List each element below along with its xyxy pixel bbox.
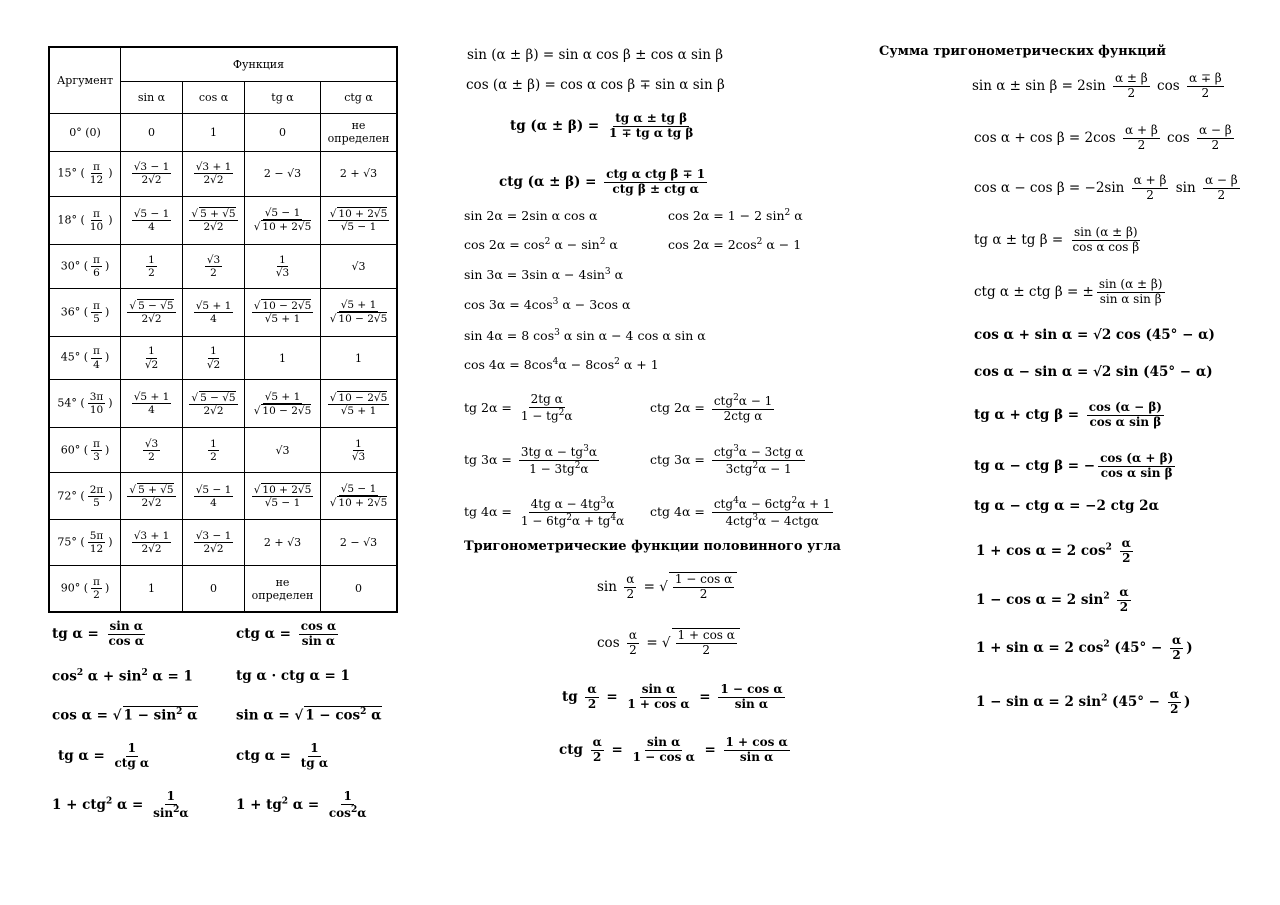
cell-tg: 2 − √3	[245, 151, 321, 196]
cell-cos: $\frac{1}{√2}$	[183, 336, 245, 379]
sum-cos-minus: cos α − cos β = −2sin $\frac{\alpha + \beta}{2}$ sin $\frac{\alpha - \beta}{2}$	[974, 173, 1238, 202]
table-row	[49, 336, 397, 379]
cell-tg: √3	[245, 428, 321, 473]
cell-sin: $\frac{1}{2}$	[121, 244, 183, 288]
sum-tg: tg α ± tg β = $\frac{\sin (\alpha \pm \beta)}{\text{cos α cos β}}$	[974, 225, 1140, 254]
formula-tg-half: tg $\frac{\alpha}{2}$ = $\frac{\text{sin α}}{\text{1 + cos α}}$ = $\frac{\text{1 − cos α}}{\text{sin α}}$	[562, 682, 783, 711]
formula-cos2a-2: $\cos 2\alpha = \cos^2 \alpha - \sin^2 \alpha$	[464, 237, 618, 253]
identity-tg-sq: $1 + tg^2$ α = $\frac{1}{\cos^2\alpha}$	[236, 789, 367, 820]
formula-cos2a-1: cos 2α = 1 − 2 $\sin^2 \alpha$	[668, 208, 803, 224]
sum-cos-minus-sin: cos α − sin α = √2 sin (45° − α)	[974, 364, 1213, 380]
identity-sin-root: sin α = √ $1 - \cos^2 \alpha$	[236, 707, 382, 724]
formula-ctg3a: ctg 3α = $\frac{ctg^3\alpha - 3ctg \alpha}{3ctg^2\alpha - 1}$	[650, 444, 804, 476]
cell-ctg: 2 + √3	[320, 151, 397, 196]
cell-sin: $\frac{√5 + 1}{4}$	[121, 380, 183, 428]
cell-tg: $\frac{√ 10 - 2√5}{√5 + 1}$	[245, 288, 321, 336]
table-row	[49, 566, 397, 612]
cell-ctg: $\frac{√ 10 + 2√5}{√5 - 1}$	[320, 196, 397, 244]
cell-sin: $\frac{1}{√2}$	[121, 336, 183, 379]
sum-1-minus-cos: 1 − cos α = 2 $\sin^2$ $\frac{\alpha}{2}$	[976, 585, 1129, 614]
cell-cos: 0	[183, 566, 245, 612]
cell-cos: $\frac{√3}{2}$	[183, 244, 245, 288]
sum-cos-plus: cos α + cos β = 2cos $\frac{\alpha + \beta}{2}$ cos $\frac{\alpha - \beta}{2}$	[974, 123, 1232, 152]
cell-tg: $\frac{√ 10 + 2√5}{√5 - 1}$	[245, 473, 321, 520]
formula-sin4a: sin 4α = 8 $\cos^3 \alpha$ sin α − 4 cos α sin α	[464, 328, 706, 344]
formula-ctg4a: ctg 4α = $\frac{ctg^4\alpha - 6ctg^2\alpha + 1}{4ctg^3\alpha - 4ctg\alpha}$	[650, 496, 831, 528]
cell-sin: $\frac{√ 5 + √5}{2√2}$	[121, 473, 183, 520]
formula-tg3a: tg 3α = $\frac{3tg \alpha - tg^3\alpha}{1 - 3tg^2\alpha}$	[464, 444, 597, 476]
cell-arg: 90° ( $\frac{\pi}{2}$ )	[49, 566, 121, 612]
cell-tg: $\frac{√5 - 1}{√ 10 + 2√5}$	[245, 196, 321, 244]
table-row	[49, 428, 397, 473]
identity-ctg: ctg α = $\frac{\text{cos α}}{\text{sin α}}$	[236, 619, 337, 648]
cell-cos: $\frac{√ 5 - √5}{2√2}$	[183, 380, 245, 428]
cell-sin: 0	[121, 113, 183, 151]
formula-tg-sum: tg (α ± β) = $\frac{\text{tg α ± tg β}}{\text{1 ∓ tg α tg β}}$	[510, 111, 694, 140]
formula-ctg-sum: ctg (α ± β) = $\frac{\text{ctg α ctg β ∓ 1}}{\text{ctg β ± ctg α}}$	[499, 167, 706, 196]
cell-tg: 0	[245, 113, 321, 151]
cell-ctg: 2 − √3	[320, 520, 397, 566]
cell-arg: 72° ( $\frac{2\pi}{5}$ )	[49, 473, 121, 520]
sum-ctg: ctg α ± ctg β = ± $\frac{\sin (\alpha \pm \beta)}{\text{sin α sin β}}$	[974, 277, 1163, 306]
cell-tg: 1	[245, 336, 321, 379]
cell-tg: 2 + √3	[245, 520, 321, 566]
sum-tg-minus-ctg-same: tg α − ctg α = −2 ctg 2α	[974, 498, 1159, 514]
cell-arg: 45° ( $\frac{\pi}{4}$ )	[49, 336, 121, 379]
cell-arg: 0° (0)	[49, 113, 121, 151]
cell-arg: 75° ( $\frac{5\pi}{12}$ )	[49, 520, 121, 566]
identity-pythagorean: $\cos^2 \alpha + \sin^2 \alpha = 1$	[52, 668, 193, 685]
cell-tg: не определен	[245, 566, 321, 612]
cell-ctg: $\frac{1}{√3}$	[320, 428, 397, 473]
cell-sin: $\frac{√ 5 - √5}{2√2}$	[121, 288, 183, 336]
identity-tg-recip: tg α = $\frac{1}{\text{ctg α}}$	[58, 741, 150, 770]
table-row	[49, 244, 397, 288]
formula-sin-sum: sin (α ± β) = sin α cos β ± cos α sin β	[467, 47, 724, 63]
cell-ctg: 0	[320, 566, 397, 612]
table-row	[49, 288, 397, 336]
cell-sin: $\frac{√3 + 1}{2√2}$	[121, 520, 183, 566]
col-ctg: ctg α	[320, 81, 397, 113]
cell-cos: 1	[183, 113, 245, 151]
formula-sin-half: sin $\frac{\alpha}{2}$ = √ $\frac{\text{1 − cos α}}{2}$	[597, 572, 737, 602]
formula-tg4a: tg 4α = $\frac{4tg \alpha - 4tg^3\alpha}{1 - 6tg^2\alpha + tg^4\alpha}$	[464, 496, 625, 528]
cell-sin: $\frac{√5 - 1}{4}$	[121, 196, 183, 244]
cell-arg: 60° ( $\frac{\pi}{3}$ )	[49, 428, 121, 473]
formula-sin3a: sin 3α = 3sin $\alpha - 4\sin^3$ α	[464, 267, 624, 283]
cell-tg: $\frac{1}{√3}$	[245, 244, 321, 288]
half-angle-title: Тригонометрические функции половинного угла	[464, 539, 841, 554]
cell-arg: 18° ( $\frac{\pi}{10}$ )	[49, 196, 121, 244]
cell-ctg: √3	[320, 244, 397, 288]
formula-sin2a: sin 2α = 2sin α cos α	[464, 208, 598, 223]
cell-sin: $\frac{√3}{2}$	[121, 428, 183, 473]
sum-1-plus-cos: 1 + cos α = 2 $\cos^2$ $\frac{\alpha}{2}$	[976, 536, 1131, 565]
cell-cos: $\frac{√ 5 + √5}{2√2}$	[183, 196, 245, 244]
cell-ctg: не определен	[320, 113, 397, 151]
table-row	[49, 196, 397, 244]
function-header: Функция	[121, 47, 398, 81]
formula-ctg-half: ctg $\frac{\alpha}{2}$ = $\frac{\text{sin α}}{\text{1 − cos α}}$ = $\frac{\text{1 + cos α}}{\text{sin α}}$	[559, 735, 788, 764]
col-sin: sin α	[121, 81, 183, 113]
cell-cos: $\frac{√5 - 1}{4}$	[183, 473, 245, 520]
formula-cos4a: $\cos 4\alpha = 8\cos^4\alpha - 8\cos^2$ α + 1	[464, 357, 659, 373]
cell-tg: $\frac{√5 + 1}{√ 10 - 2√5}$	[245, 380, 321, 428]
sum-tg-plus-ctg: tg α + ctg β = $\frac{\cos (\alpha - \beta)}{\text{cos α sin β}}$	[974, 400, 1162, 429]
cell-arg: 36° ( $\frac{\pi}{5}$ )	[49, 288, 121, 336]
identity-tg-ctg: tg α · ctg α = 1	[236, 668, 350, 684]
cell-ctg: $\frac{√5 - 1}{√ 10 + 2√5}$	[320, 473, 397, 520]
formula-tg2a: tg 2α = $\frac{\text{2tg α}}{1 - tg^2\alpha}$	[464, 392, 573, 423]
cell-cos: $\frac{√5 + 1}{4}$	[183, 288, 245, 336]
argument-header: Аргумент	[49, 47, 121, 113]
sum-title: Сумма тригонометрических функций	[879, 44, 1167, 59]
identity-tg: tg α = $\frac{\text{sin α}}{\text{cos α}}$	[52, 619, 144, 648]
table-row	[49, 380, 397, 428]
table-row	[49, 520, 397, 566]
cell-arg: 30° ( $\frac{\pi}{6}$ )	[49, 244, 121, 288]
table-row	[49, 473, 397, 520]
cell-ctg: $\frac{√5 + 1}{√ 10 - 2√5}$	[320, 288, 397, 336]
identity-ctg-recip: ctg α = $\frac{1}{\text{tg α}}$	[236, 741, 329, 770]
sum-sin: sin α ± sin β = 2sin $\frac{\alpha \pm \beta}{2}$ cos $\frac{\alpha \mp \beta}{2}$	[972, 71, 1222, 100]
cell-arg: 54° ( $\frac{3\pi}{10}$ )	[49, 380, 121, 428]
formula-cos3a: $\cos 3\alpha = 4\cos^3$ α − 3cos α	[464, 297, 631, 313]
sum-1-minus-sin: 1 − sin α = 2 $\sin^2 (45^\circ$ − $\frac{\alpha}{2}$ )	[976, 687, 1191, 716]
table-body	[49, 113, 397, 612]
sum-tg-minus-ctg: tg α − ctg β = − $\frac{\cos (\alpha + \beta)}{\text{cos α sin β}}$	[974, 451, 1174, 480]
identity-cos-root: cos α = √ $1 - \sin^2 \alpha$	[52, 707, 198, 724]
cell-sin: $\frac{√3 - 1}{2√2}$	[121, 151, 183, 196]
col-cos: cos α	[183, 81, 245, 113]
cell-sin: 1	[121, 566, 183, 612]
cell-cos: $\frac{√3 - 1}{2√2}$	[183, 520, 245, 566]
table-row	[49, 113, 397, 151]
cell-cos: $\frac{√3 + 1}{2√2}$	[183, 151, 245, 196]
sum-cos-plus-sin: cos α + sin α = √2 cos (45° − α)	[974, 327, 1215, 343]
identity-ctg-sq: 1 + ctg$^2$ α = $\frac{1}{\sin^2\alpha}$	[52, 789, 189, 820]
cell-ctg: $\frac{√ 10 - 2√5}{√5 + 1}$	[320, 380, 397, 428]
table-row	[49, 151, 397, 196]
trig-values-table	[48, 46, 398, 613]
col-tg: tg α	[245, 81, 321, 113]
formula-cos2a-3: $\cos 2\alpha = 2\cos^2$ α − 1	[668, 237, 802, 253]
cell-cos: $\frac{1}{2}$	[183, 428, 245, 473]
cell-arg: 15° ( $\frac{\pi}{12}$ )	[49, 151, 121, 196]
formula-cos-sum: cos (α ± β) = cos α cos β ∓ sin α sin β	[466, 77, 725, 93]
formula-ctg2a: ctg 2α = $\frac{ctg^2\alpha - 1}{\text{2ctg α}}$	[650, 393, 773, 423]
cell-ctg: 1	[320, 336, 397, 379]
sum-1-plus-sin: 1 + sin α = 2 $\cos^2 (45^\circ$ − $\frac{\alpha}{2}$ )	[976, 633, 1193, 662]
formula-cos-half: cos $\frac{\alpha}{2}$ = √ $\frac{\text{1 + cos α}}{2}$	[597, 628, 740, 658]
